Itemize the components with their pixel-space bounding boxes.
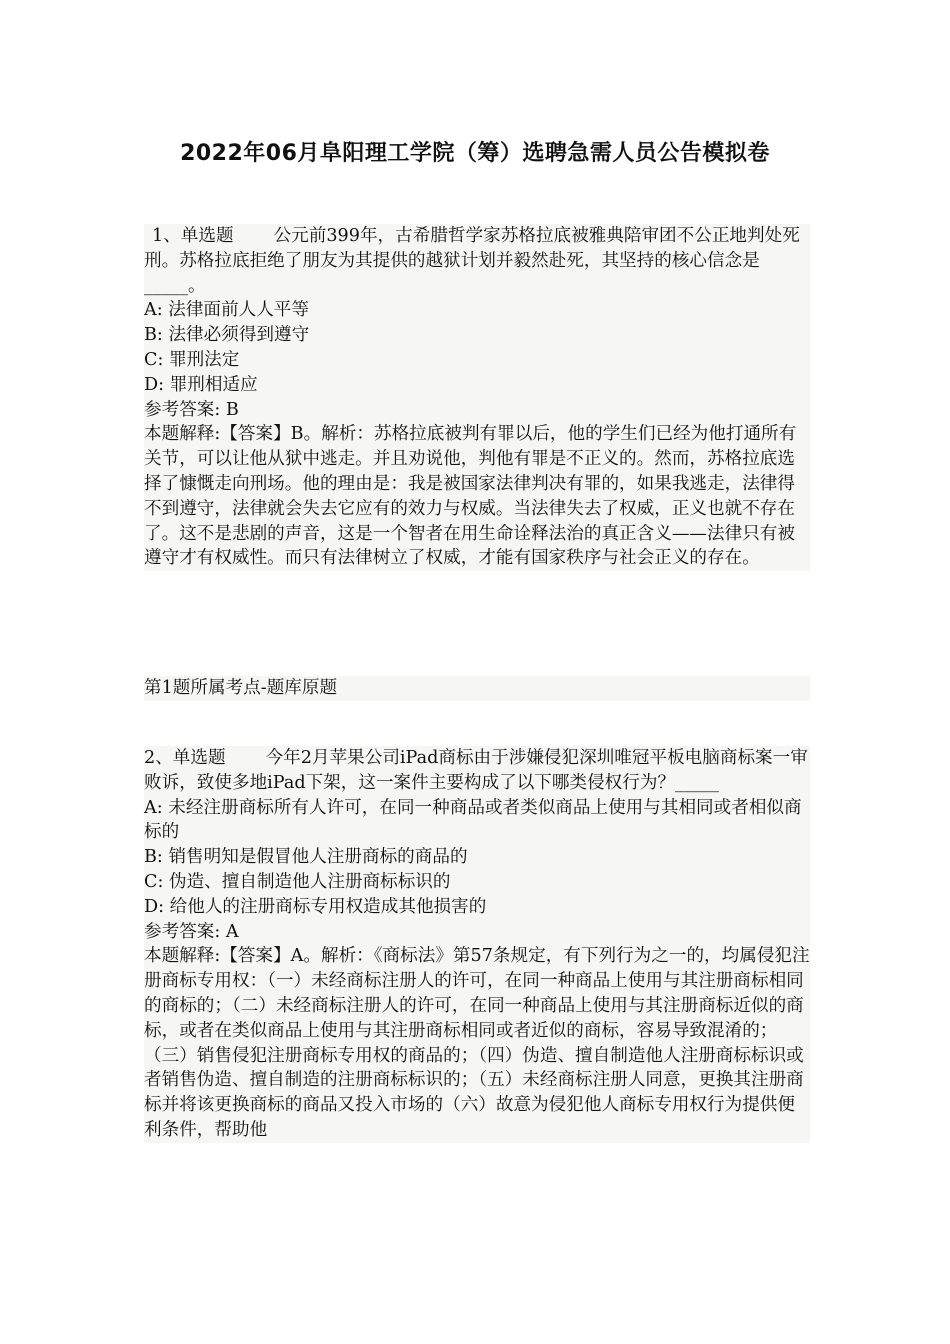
question-1-option-d: D: 罪刑相适应 <box>144 374 258 395</box>
question-2 <box>144 746 810 1143</box>
question-2-label: 2、单选题 <box>144 748 226 768</box>
question-2-stem-text: 今年2月苹果公司iPad商标由于涉嫌侵犯深圳唯冠平板电脑商标案一审败诉，致使多地iPad下架，这一案件主要构成了以下哪类侵权行为？_____ <box>144 748 808 793</box>
question-2-stem <box>144 746 810 796</box>
question-1-option-c: C: 罪刑法定 <box>144 349 240 370</box>
question-2-option-a: A: 未经注册商标所有人许可，在同一种商品或者类似商品上使用与其相同或者相似商标的 <box>144 797 802 843</box>
question-2-option-b: B: 销售明知是假冒他人注册商标的商品的 <box>144 847 468 868</box>
question-1-label: 1、单选题 <box>152 226 234 246</box>
question-1-option-b: B: 法律必须得到遵守 <box>144 325 310 346</box>
question-1-option-a: A: 法律面前人人平等 <box>144 300 309 321</box>
question-2-explanation: 本题解释:【答案】A。解析：《商标法》第57条规定，有下列行为之一的，均属侵犯注册商标专用权：（一）未经商标注册人的许可，在同一种商品上使用与其注册商标相同的商标的；（二）未经商标注册人的许可，在同一种商品上使用与其注册商标近似的商标，或者在类似商品上使用与其注册商标相同或者近似的商标，容易导致混淆的；（三）销售侵犯注册商标专用权的商品的；（四）伪造、擅自制造他人注册商标标识或者销售伪造、擅自制造的注册商标标识的；（五）未经商标注册人同意，更换其注册商标并将该更换商标的商品又投入市场的（六）故意为侵犯他人商标专用权行为提供便利条件，帮助他 <box>144 946 810 1140</box>
question-1-point-text: 第1题所属考点-题库原题 <box>144 678 338 698</box>
question-2-option-d: D: 给他人的注册商标专用权造成其他损害的 <box>144 896 487 917</box>
question-1-point <box>144 676 810 701</box>
question-1-stem <box>144 224 810 298</box>
question-1-answer: 参考答案: B <box>144 399 239 420</box>
question-2-answer: 参考答案: A <box>144 921 239 942</box>
question-1-explanation: 本题解释:【答案】B。解析：苏格拉底被判有罪以后，他的学生们已经为他打通所有关节，可以让他从狱中逃走。并且劝说他，判他有罪是不正义的。然而，苏格拉底选择了慷慨走向刑场。他的理由是：我是被国家法律判决有罪的，如果我逃走，法律得不到遵守，法律就会失去它应有的效力与权威。当法律失去了权威，正义也就不存在了。这不是悲剧的声音，这是一个智者在用生命诠释法治的真正含义——法律只有被遵守才有权威性。而只有法律树立了权威，才能有国家秩序与社会正义的存在。 <box>144 424 797 569</box>
question-1-stem-text: 公元前399年，古希腊哲学家苏格拉底被雅典陪审团不公正地判处死刑。苏格拉底拒绝了朋友为其提供的越狱计划并毅然赴死，其坚持的核心信念是_____。 <box>144 226 800 296</box>
question-2-option-c: C: 伪造、擅自制造他人注册商标标识的 <box>144 871 451 892</box>
document-title: 2022年06月阜阳理工学院（筹）选聘急需人员公告模拟卷 <box>180 141 770 166</box>
question-1 <box>144 224 810 571</box>
